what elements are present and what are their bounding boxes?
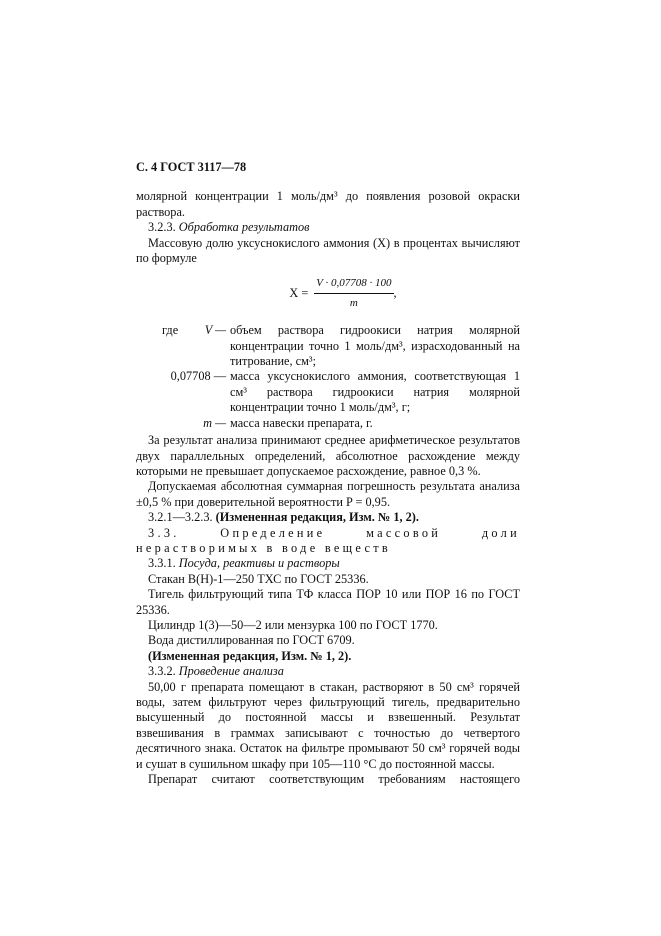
section-title: Посуда, реактивы и растворы [178,556,340,571]
legend-symbol: где V — [162,323,226,338]
legend-definition: объем раствора гидроокиси натрия молярной концентрации точно 1 моль/дм³, израсходованный на титрование, см³; [230,323,520,369]
list-item: Тигель фильтрующий типа ТФ класса ПОР 10 или ПОР 16 по ГОСТ 25336. [136,587,520,617]
section-number: 3.3.1. [148,556,176,571]
formula-tail: , [393,286,397,301]
formula-numerator: V · 0,07708 · 100 [314,276,393,293]
legend-definition: масса навески препарата, г. [230,415,373,430]
amendment-note: (Измененная редакция, Изм. № 1, 2). [148,648,352,663]
section-heading [136,220,520,235]
formula-legend [136,323,520,431]
list-item: Вода дистиллированная по ГОСТ 6709. [148,633,355,648]
legend-symbol: m — [203,415,226,430]
amendment-note: 3.2.1—3.2.3. (Измененная редакция, Изм. № 1, 2). [148,510,419,525]
document-page [136,160,520,787]
legend-symbol: 0,07708 — [170,369,226,384]
legend-definition: масса уксуснокислого аммония, соответствующая 1 см³ раствора гидроокиси натрия молярной концентрации точно 1 моль/дм³, г; [230,369,520,415]
section-number: 3.2.3. [148,220,176,235]
paragraph: За результат анализа принимают среднее арифметическое результатов двух параллельных определений, абсолютное расхождение между которыми не превышает допускаемое расхождение, равное 0,3 %. [136,433,520,478]
section-title: Обработка результатов [178,220,310,235]
formula [136,276,520,311]
formula-lhs: X = [289,286,309,301]
list-item: Стакан В(Н)-1—250 ТХС по ГОСТ 25336. [148,571,369,586]
section-heading [136,664,520,679]
legend-where-word: где [162,323,179,338]
paragraph: Допускаемая абсолютная суммарная погрешность результата анализа ±0,5 % при доверительной вероятности P = 0,95. [136,479,520,509]
paragraph: Массовую долю уксуснокислого аммония (X) в процентах вычисляют по формуле [136,235,520,266]
paragraph: 50,00 г препарата помещают в стакан, растворяют в 50 см³ горячей воды, затем фильтруют через фильтрующий тигель, предварительно высушенный до постоянной массы и взвешенный. Результат взвешивания в граммах записывают с точностью до четвертого десятичного знака. Остаток на фильтре промывают 50 см³ горячей воды и сушат в сушильном шкафу при 105—110 °С до постоянной массы. [136,679,520,771]
section-heading [136,556,520,571]
paragraph: Препарат считают соответствующим требованиям настоящего [148,772,520,787]
section-number: 3.3.2. [148,664,176,679]
page-header: С. 4 ГОСТ 3117—78 [136,160,247,174]
section-title: Проведение анализа [178,664,284,679]
section-heading: 3.3. Определение массовой доли нерастворимых в воде веществ [136,525,520,555]
formula-fraction [314,276,393,311]
list-item: Цилиндр 1(3)—50—2 или мензурка 100 по ГОСТ 1770. [148,617,438,632]
formula-denominator: m [349,296,358,309]
paragraph: молярной концентрации 1 моль/дм³ до появления розовой окраски раствора. [136,189,520,219]
